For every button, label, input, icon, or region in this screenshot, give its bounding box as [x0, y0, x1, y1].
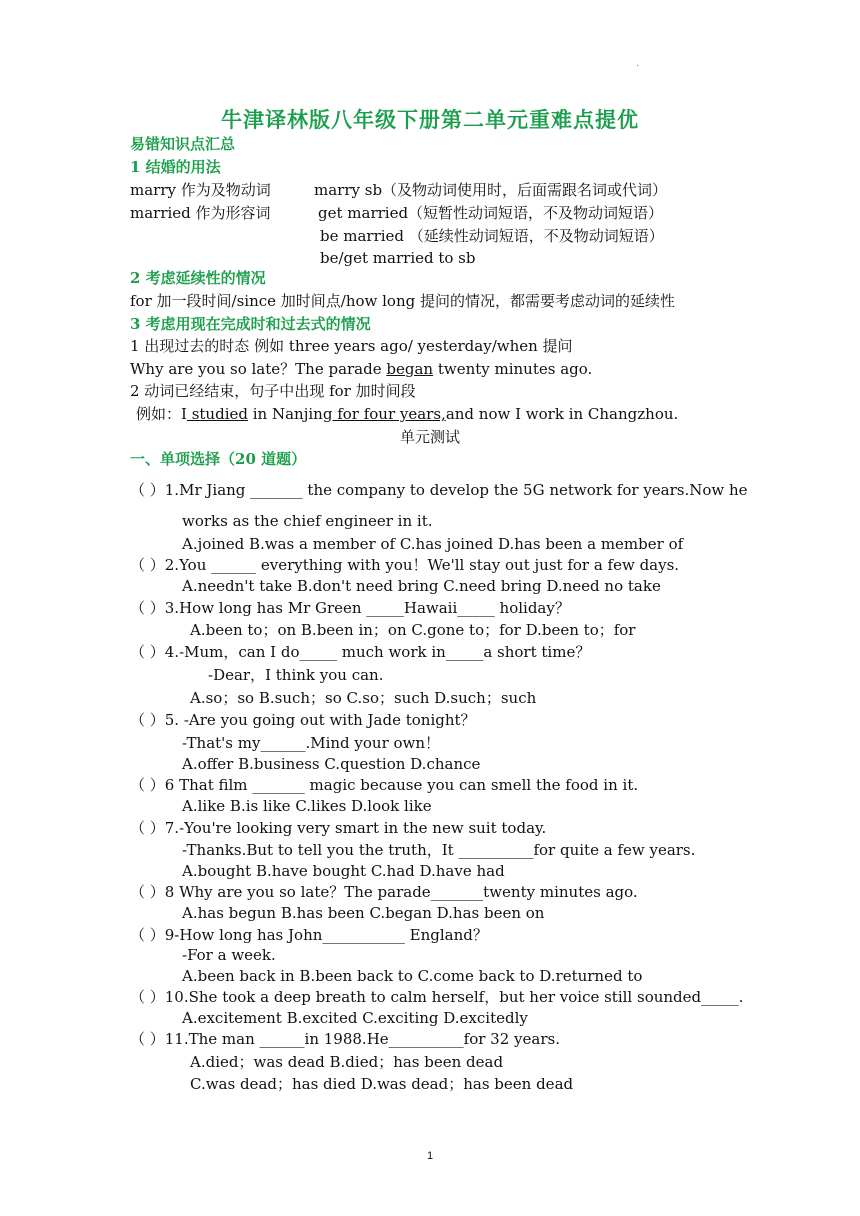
question-11: （ ）11.The man ______in 1988.He__________for 32 years.	[130, 1030, 560, 1048]
page-title: 牛津译林版八年级下册第二单元重难点提优	[221, 107, 639, 132]
question-10: （ ）10.She took a deep breath to calm herself，but her voice still sounded_____.	[130, 988, 744, 1006]
section-2-heading: 2 考虑延续性的情况	[130, 269, 266, 287]
text-span: and now I work in Changzhou.	[445, 405, 679, 423]
section-1-heading: 1 结婚的用法	[130, 158, 221, 176]
question-6: （ ）6 That film _______ magic because you can smell the food in it.	[130, 776, 639, 794]
underlined-word: studied	[186, 405, 248, 423]
question-10-options: A.excitement B.excited C.exciting D.excitedly	[182, 1009, 528, 1027]
question-9-cont: -For a week.	[182, 946, 276, 964]
text-line: get married（短暂性动词短语，不及物动词短语）	[318, 204, 664, 222]
question-5-options: A.offer B.business C.question D.chance	[182, 755, 481, 773]
text-line: marry sb（及物动词使用时，后面需跟名词或代词）	[314, 181, 668, 199]
example-line	[130, 359, 592, 379]
text-line: be/get married to sb	[320, 249, 476, 267]
question-2: （ ）2.You ______ everything with you！We'll stay out just for a few days.	[130, 556, 680, 574]
question-1-options: A.joined B.was a member of C.has joined D.has been a member of	[182, 535, 684, 553]
question-3: （ ）3.How long has Mr Green _____Hawaii_____ holiday？	[130, 599, 570, 617]
text-line: for 加一段时间/since 加时间点/how long 提问的情况，都需要考虑动词的延续性	[130, 292, 675, 310]
text-line: 1 出现过去的时态 例如 three years ago/ yesterday/when 提问	[130, 337, 573, 355]
section-3-heading: 3 考虑用现在完成时和过去式的情况	[130, 315, 371, 333]
question-5-cont: -That's my______.Mind your own！	[182, 734, 441, 752]
question-9: （ ）9-How long has John___________ England？	[130, 926, 488, 944]
question-8: （ ）8 Why are you so late？The parade_______twenty minutes ago.	[130, 883, 638, 901]
text-span: Why are you so late？The parade	[130, 360, 387, 378]
test-subtitle: 单元测试	[399, 428, 460, 446]
question-8-options: A.has begun B.has been C.began D.has been on	[182, 904, 545, 922]
text-span: twenty minutes ago.	[433, 360, 593, 378]
question-4-options: A.so；so B.such；so C.so；such D.such；such	[190, 689, 537, 707]
question-4-cont: -Dear，I think you can.	[208, 666, 384, 684]
question-7: （ ）7.-You're looking very smart in the new suit today.	[130, 819, 547, 837]
text-line: 2 动词已经结束，句子中出现 for 加时间段	[130, 382, 416, 400]
question-7-options: A.bought B.have bought C.had D.have had	[182, 862, 505, 880]
underlined-word: for four years,	[332, 405, 446, 423]
text-line: marry 作为及物动词	[130, 181, 271, 199]
question-7-cont: -Thanks.But to tell you the truth，It __________for quite a few years.	[182, 841, 696, 859]
summary-heading: 易错知识点汇总	[130, 135, 236, 153]
question-1-cont: works as the chief engineer in it.	[182, 512, 433, 530]
question-2-options: A.needn't take B.don't need bring C.need bring D.need no take	[182, 577, 661, 595]
question-1: （ ）1.Mr Jiang _______ the company to develop the 5G network for years.Now he	[130, 481, 748, 499]
text-span: in Nanjing	[247, 405, 333, 423]
question-9-options: A.been back in B.been back to C.come back to D.returned to	[182, 967, 643, 985]
page-number: 1	[426, 1150, 434, 1162]
question-11-options: C.was dead；has died D.was dead；has been dead	[190, 1075, 574, 1093]
text-span: 例如：I	[136, 405, 187, 423]
example-line	[136, 404, 678, 424]
question-3-options: A.been to；on B.been in；on C.gone to；for D.been to；for	[190, 621, 636, 639]
page-mark: .	[636, 58, 640, 69]
text-line: married 作为形容词	[130, 204, 271, 222]
question-6-options: A.like B.is like C.likes D.look like	[182, 797, 432, 815]
section-heading: 一、单项选择（20 道题）	[130, 450, 307, 468]
underlined-word: began	[386, 360, 434, 378]
question-5: （ ）5. -Are you going out with Jade tonight？	[130, 711, 476, 729]
question-11-options: A.died；was dead B.died；has been dead	[190, 1053, 504, 1071]
text-line: be married （延续性动词短语，不及物动词短语）	[320, 227, 664, 245]
question-4: （ ）4.-Mum，can I do_____ much work in_____a short time？	[130, 643, 591, 661]
